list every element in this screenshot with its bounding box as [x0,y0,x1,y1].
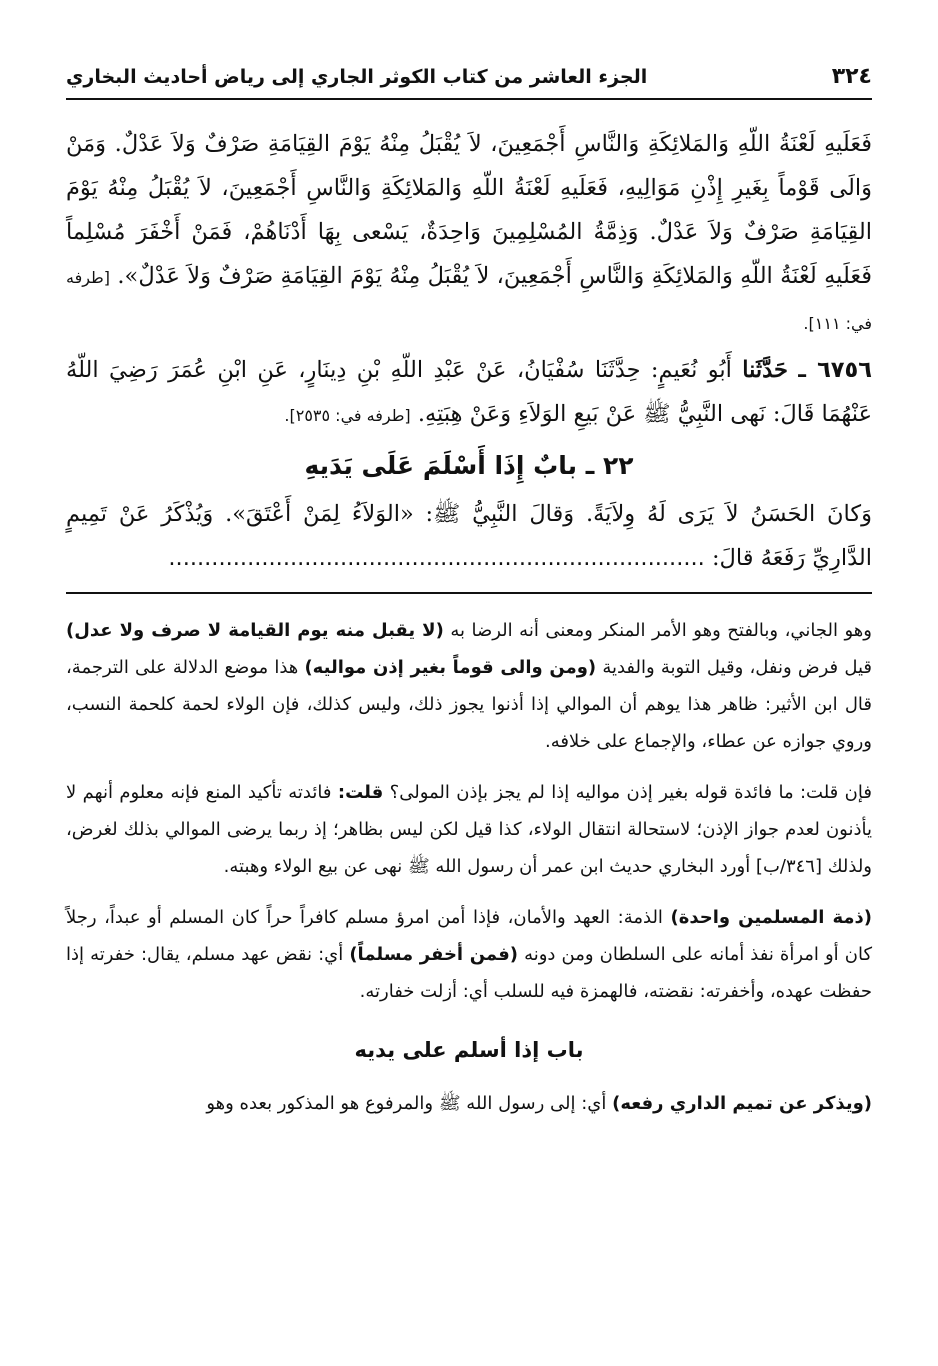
hadith-6756 [66,348,872,438]
commentary-text: فإن قلت: ما فائدة قوله بغير إذن مواليه إذا لم يجز بإذن المولى؟ [389,782,872,803]
commentary-text: وهو الجاني، وبالفتح وهو الأمر المنكر ومعنى أنه الرضا به [450,620,872,641]
cross-reference: [طرفه في: ٢٥٣٥]. [284,406,411,425]
quoted-phrase: (لا يقبل منه يوم القيامة لا صرف ولا عدل) [66,620,444,641]
hadith-text-section [66,122,872,580]
commentary-section [66,612,872,1122]
commentary-paragraph [66,1085,872,1122]
quoted-phrase: (ذمة المسلمين واحدة) [670,907,872,928]
commentary-heading: باب إذا أسلم على يديه [354,1038,584,1062]
chapter-text [66,492,872,580]
answer-marker: قلت: [337,782,384,803]
commentary-text: قيل فرض ونفل، وقيل التوبة والفدية [602,657,872,678]
chapter-heading: ٢٢ ـ بابٌ إِذَا أَسْلَمَ عَلَى يَدَيهِ [304,451,634,480]
commentary-text: فائدته تأكيد المنع فإنه معلوم أنهم لا يأذنون لعدم جواز الإذن؛ لاستحالة انتقال الولاء، كذا قيل لكن ليس بظاهر؛ إذ ربما يرضى الموالي بذلك لغرض، ولذلك [٣٤٦/ب] أورد البخاري حديث ابن عمر أن رسول الله ﷺ نهى عن بيع الولاء وهبته. [66,782,872,877]
quoted-phrase: (ويذكر عن تميم الداري رفعه) [612,1093,872,1114]
hadith-continuation-text: فَعَلَيهِ لَعْنَةُ اللّهِ وَالمَلائِكَةِ وَالنَّاسِ أَجْمَعِينَ، لاَ يُقْبَلُ مِنْهُ يَوْمَ القِيَامَةِ صَرْفٌ وَلاَ عَدْلٌ. وَمَنْ وَالَى قَوْماً بِغَيرِ إِذْنِ مَوَالِيهِ، فَعَلَيهِ لَعْنَةُ اللّهِ وَالمَلائِكَةِ وَالنَّاسِ أَجْمَعِينَ، لاَ يُقْبَلُ مِنْهُ يَوْمَ القِيَامَةِ صَرْفٌ وَلاَ عَدْلٌ. وَذِمَّةُ المُسْلِمِينَ وَاحِدَةٌ، يَسْعى بِهَا أَدْنَاهُمْ، فَمَنْ أَخْفَرَ مُسْلِماً فَعَلَيهِ لَعْنَةُ اللّهِ وَالمَلائِكَةِ وَالنَّاسِ أَجْمَعِينَ، لاَ يُقْبَلُ مِنْهُ يَوْمَ القِيَامَةِ صَرْفٌ وَلاَ عَدْلٌ». [66,131,873,289]
quoted-phrase: (فمن أخفر مسلماً) [349,944,518,965]
hadith-number: ٦٧٥٦ ـ [798,357,872,383]
chapter-body: وَكانَ الحَسَنُ لاَ يَرَى لَهُ وِلاَيَةً. وَقالَ النَّبِيُّ ﷺ: «الوَلاَءُ لِمَنْ أَعْتَقَ». وَيُذْكَرُ عَنْ تَمِيمٍ الدَّارِيِّ رَفَعَهُ قالَ: [66,501,872,571]
running-header [66,58,872,100]
book-title: الجزء العاشر من كتاب الكوثر الجاري إلى رياض أحاديث البخاري [66,66,648,88]
page-number: ٣٢٤ [831,64,872,89]
commentary-paragraph [66,612,872,760]
hadith-body: أَبُو نُعَيمٍ: حِدَّثَنَا سُفْيَانُ، عَنْ عَبْدِ اللّهِ بْنِ دِينَارٍ، عَنِ ابْنِ عُمَرَ رَضِيَ اللّهُ عَنْهُمَا قَالَ: نَهى النَّبِيُّ ﷺ عَنْ بَيعِ الوَلاَءِ وَعَنْ هِبَتِهِ. [66,357,872,427]
hadith-continuation [66,122,872,346]
quoted-phrase: (ومن والى قوماً بغير إذن مواليه) [304,657,597,678]
ellipsis-dots: ........................................................................... [168,545,705,571]
commentary-text: أي: إلى رسول الله ﷺ والمرفوع هو المذكور بعده وهو [206,1093,607,1114]
commentary-paragraph [66,774,872,885]
footnote-divider [66,592,872,594]
commentary-paragraph [66,899,872,1010]
commentary-text: الذمة: العهد والأمان، فإذا أمن امرؤ مسلم كافراً حراً كان المسلم أو عبداً، رجلاً كان أو امرأة نفذ أمانه على السلطان ومن دونه [66,907,873,965]
commentary-text: هذا موضع الدلالة على الترجمة، قال ابن الأثير: ظاهر هذا يوهم أن الموالي إذا أذنوا يجوز ذلك، وليس كذلك، فإن الولاء لحمة كلحمة النسب، وروي جوازه عن عطاء، والإجماع على خلافه. [66,657,872,752]
book-page [66,58,872,1136]
cross-reference: [طرفه في: ١١١]. [66,268,872,333]
commentary-text: أي: نقض عهد مسلم، يقال: خفرته إذا حفظت عهده، وأخفرته: نقضته، فالهمزة فيه للسلب أي: أزلت خفارته. [66,944,872,1002]
hadith-narrator-word: حَدَّثَنا [742,357,788,383]
